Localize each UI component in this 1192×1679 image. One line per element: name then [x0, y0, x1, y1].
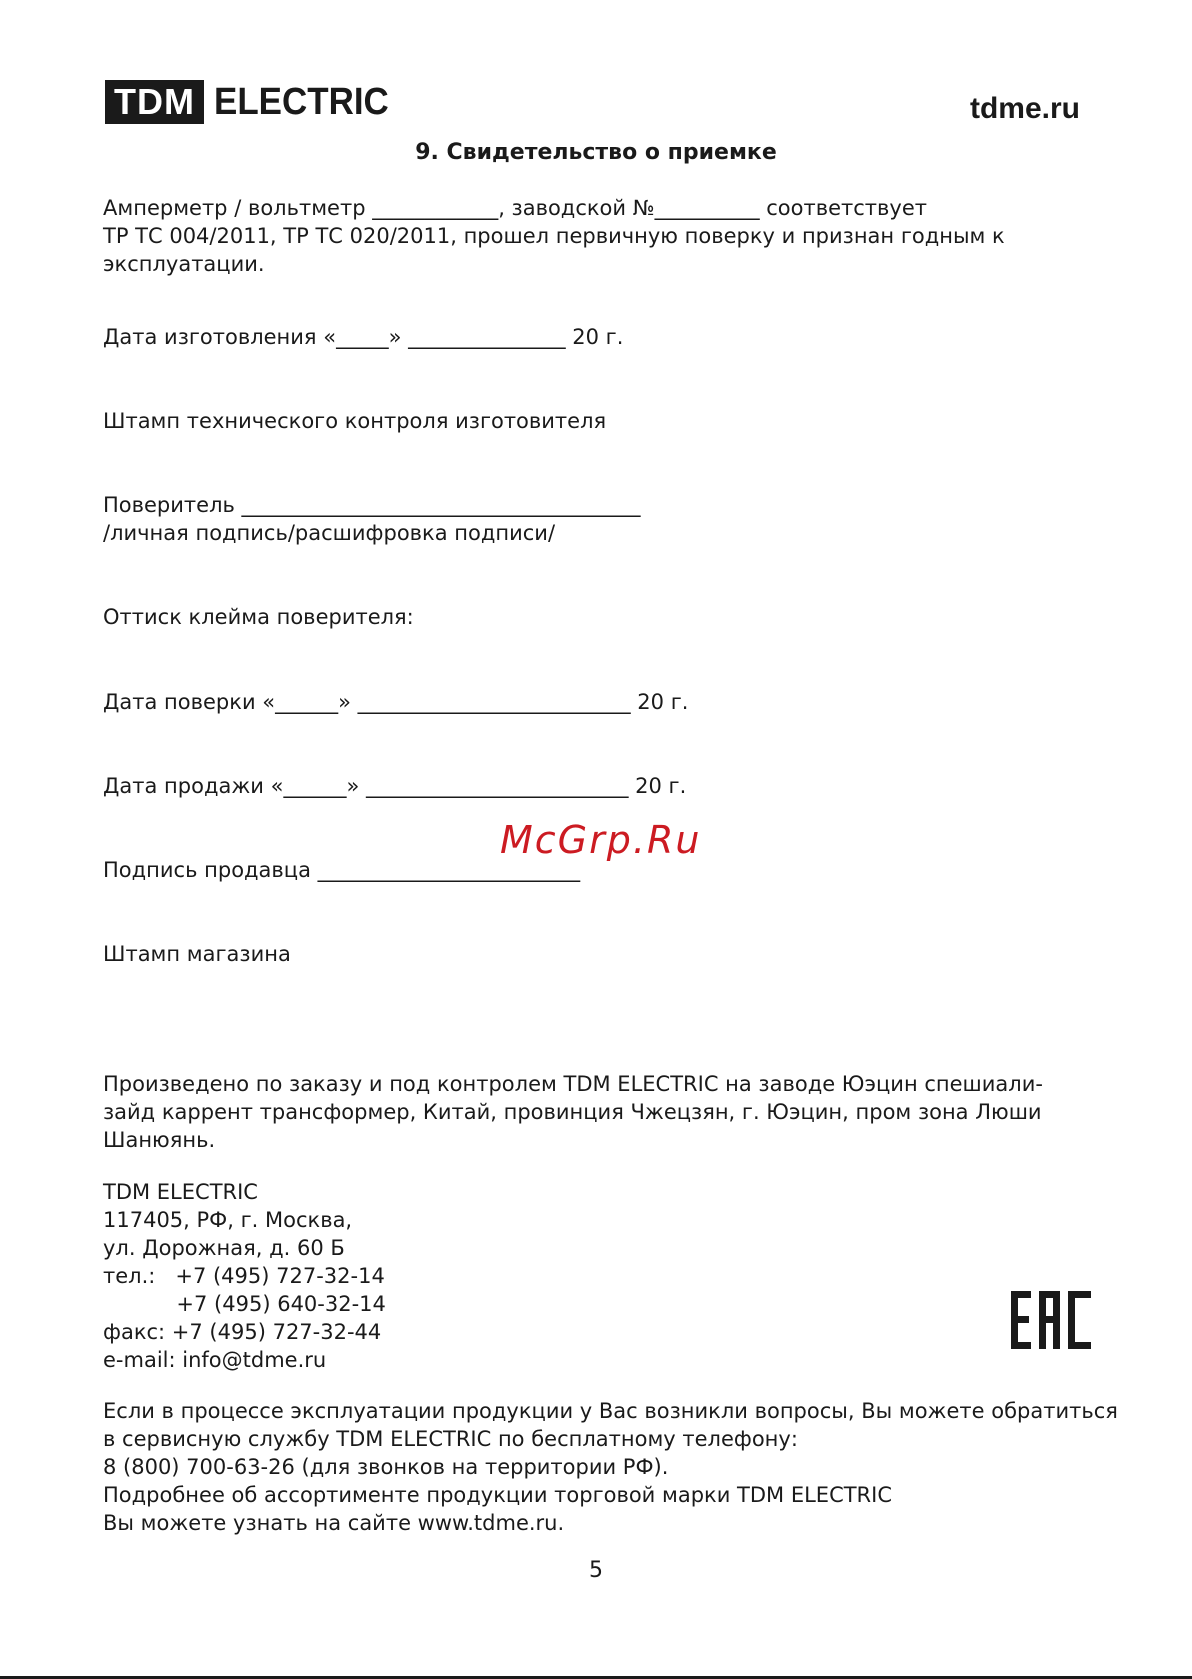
- intro-line-2: ТР ТС 004/2011, ТР ТС 020/2011, прошел первичную поверку и признан годным к: [103, 224, 1005, 248]
- contact-address-street: ул. Дорожная, д. 60 Б: [103, 1236, 345, 1260]
- shop-stamp-label: Штамп магазина: [103, 942, 291, 966]
- imprint-label: Оттиск клейма поверителя:: [103, 605, 414, 629]
- stamp-control-label: Штамп технического контроля изготовителя: [103, 409, 607, 433]
- verification-date-field: Дата поверки «______» __________________________ 20 г.: [103, 690, 689, 714]
- production-info: Произведено по заказу и под контролем TDM ELECTRIC на заводе Юэцин спешиали-зайд каррент трансформер, Китай, провинция Чжецзян, г. Юэцин, пром зона Люши Шанюянь.: [103, 1072, 1043, 1152]
- intro-line-1: Амперметр / вольтметр ____________, заводской №__________ соответствует: [103, 196, 927, 220]
- contact-phone-1: тел.: +7 (495) 727-32-14: [103, 1264, 385, 1288]
- seller-signature-field: Подпись продавца _________________________: [103, 858, 581, 882]
- service-line-5: Вы можете узнать на сайте www.tdme.ru.: [103, 1511, 565, 1535]
- manufacture-date-field: Дата изготовления «_____» _______________ 20 г.: [103, 325, 624, 349]
- logo-tdm-box: TDM: [105, 80, 204, 124]
- intro-line-3: эксплуатации.: [103, 252, 265, 276]
- service-line-4: Подробнее об ассортименте продукции торговой марки TDM ELECTRIC: [103, 1483, 893, 1507]
- section-title: 9. Свидетельство о приемке: [415, 140, 777, 165]
- eac-mark-icon: [1011, 1291, 1091, 1349]
- sale-date-field: Дата продажи «______» _________________________ 20 г.: [103, 774, 687, 798]
- contact-email: e-mail: info@tdme.ru: [103, 1348, 327, 1372]
- verifier-field: Поверитель ______________________________________: [103, 493, 641, 517]
- logo-electric-word: ELECTRIC: [213, 80, 389, 123]
- service-line-2: в сервисную службу TDM ELECTRIC по бесплатному телефону:: [103, 1427, 798, 1451]
- page-number: 5: [589, 1558, 603, 1583]
- verifier-signature-hint: /личная подпись/расшифровка подписи/: [103, 521, 556, 545]
- service-line-1: Если в процессе эксплуатации продукции у Вас возникли вопросы, Вы можете обратиться: [103, 1399, 1118, 1423]
- service-phone: 8 (800) 700-63-26 (для звонков на территории РФ).: [103, 1455, 669, 1479]
- watermark: McGrp.Ru: [500, 818, 702, 862]
- contact-phone-2: +7 (495) 640-32-14: [103, 1292, 386, 1316]
- brand-logo: [105, 80, 404, 124]
- contact-fax: факс: +7 (495) 727-32-44: [103, 1320, 382, 1344]
- contact-company: TDM ELECTRIC: [103, 1180, 258, 1204]
- site-url: tdme.ru: [969, 92, 1080, 125]
- contact-address-city: 117405, РФ, г. Москва,: [103, 1208, 353, 1232]
